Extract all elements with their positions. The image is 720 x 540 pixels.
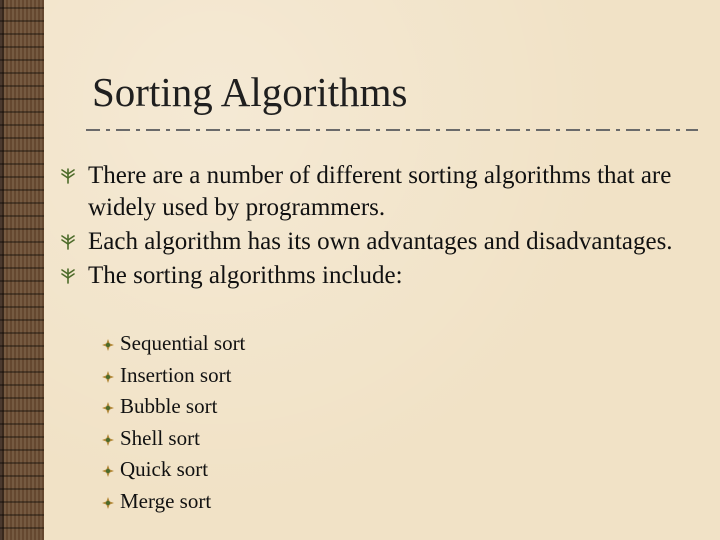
slide-title: Sorting Algorithms bbox=[92, 69, 408, 115]
bullet-text: Each algorithm has its own advantages and disadvantages. bbox=[88, 228, 673, 255]
sub-bullet-text: Quick sort bbox=[120, 457, 209, 482]
sub-bullet-item bbox=[120, 391, 245, 423]
grass-bullet-icon bbox=[60, 168, 76, 184]
left-film-strip-decoration bbox=[0, 0, 44, 540]
bullet-item bbox=[88, 226, 708, 258]
sub-bullet-item bbox=[120, 454, 245, 486]
flower-bullet-icon bbox=[102, 434, 114, 446]
title-divider-rule bbox=[86, 124, 698, 136]
bullet-item bbox=[88, 260, 708, 292]
sub-bullet-item bbox=[120, 360, 245, 392]
flower-bullet-icon bbox=[102, 339, 114, 351]
flower-bullet-icon bbox=[102, 371, 114, 383]
sub-bullet-text: Shell sort bbox=[120, 425, 200, 450]
flower-bullet-icon bbox=[102, 497, 114, 509]
film-strip-texture bbox=[0, 0, 44, 540]
bullet-text: The sorting algorithms include: bbox=[88, 262, 403, 289]
sub-bullet-list bbox=[120, 328, 245, 518]
grass-bullet-icon bbox=[60, 268, 76, 284]
sub-bullet-text: Insertion sort bbox=[120, 362, 232, 387]
sub-bullet-item bbox=[120, 423, 245, 455]
sub-bullet-item bbox=[120, 328, 245, 360]
flower-bullet-icon bbox=[102, 402, 114, 414]
sub-bullet-item bbox=[120, 486, 245, 518]
grass-bullet-icon bbox=[60, 234, 76, 250]
bullet-text: There are a number of different sorting algorithms that are widely used by programmers. bbox=[88, 162, 672, 221]
sub-bullet-text: Merge sort bbox=[120, 488, 212, 513]
bullet-list bbox=[88, 160, 708, 294]
bullet-item bbox=[88, 160, 708, 224]
sub-bullet-text: Bubble sort bbox=[120, 394, 218, 419]
flower-bullet-icon bbox=[102, 465, 114, 477]
sub-bullet-text: Sequential sort bbox=[120, 331, 246, 355]
